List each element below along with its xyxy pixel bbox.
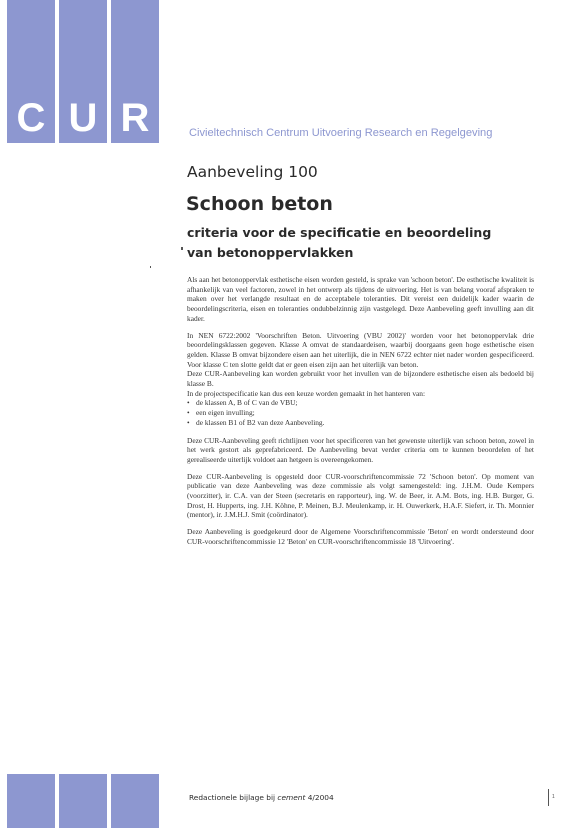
page-number: 1: [552, 794, 555, 800]
paragraph-choice: In de projectspecificatie kan dus een keuze worden gemaakt in het hanteren van:: [187, 388, 426, 398]
list-item: • een eigen invulling;: [187, 408, 534, 418]
paragraph-intro: Als aan het betonoppervlak esthetische eisen worden gesteld, is sprake van 'schoon beton'. De esthetische kwaliteit is afhankelijk van veel factoren, zowel in het ontwerp als tijdens de uitvoering. Het is van belang vooraf afspraken te maken over het verlangde resultaat en de acceptabele toleranties. Dit vereist een duidelijk kader waarin de beoordelingscriteria, eisen en toleranties ondubbelzinnig zijn vastgelegd. Deze Aanbeveling geeft invulling aan dit kader.: [187, 275, 534, 323]
paragraph-guidelines: Deze CUR-Aanbeveling geeft richtlijnen voor het specificeren van het gewenste uiterlijk van schoon beton, zowel in het werk gestort als geprefabriceerd. De Aanbeveling bevat verder criteria om te kunnen beoordelen of het gerealiseerde uiterlijk voldoet aan hetgeen is overeengekomen.: [187, 435, 534, 464]
paragraph-committee: Deze CUR-Aanbeveling is opgesteld door CUR-voorschriftencommissie 72 'Schoon beton'. Op moment van publicatie van deze Aanbeveling was deze commissie als volgt samengesteld: ing. J.H.M. Oude Kempers (voorzitter), ir. C.A. van der Steen (secretaris en rapporteur), ing. W. de Beer, ir. A.M. Bots, ing. H.B. Burger, G. Drost, H. Hupperts, ing. J.H. Köhne, P. Meinen, B.J. Meulenkamp, ir. H. Ouwerkerk, H.A.F. Siefert, ir. Th. Monnier (mentor), ir. J.M.H.J. Smit (coördinator).: [187, 471, 534, 520]
page-title: Schoon beton: [186, 193, 333, 215]
footer-block-2: [59, 774, 107, 828]
organization-name: Civieltechnisch Centrum Uitvoering Research en Regelgeving: [189, 127, 493, 139]
footer-issue: 4/2004: [305, 793, 334, 802]
subtitle-line-2: van betonoppervlakken: [187, 245, 354, 260]
paragraph-class-b: Deze CUR-Aanbeveling kan worden gebruikt voor het invullen van de bijzondere esthetische eisen als bedoeld bij klasse B.: [187, 369, 534, 389]
list-item: • de klassen B1 of B2 van deze Aanbeveling.: [187, 418, 534, 428]
recommendation-label: Aanbeveling 100: [187, 163, 318, 181]
list-item: • de klassen A, B of C van de VBU;: [187, 398, 534, 408]
footer-journal: cement: [277, 793, 306, 802]
footer-block-1: [7, 774, 55, 828]
print-speck: [150, 266, 151, 268]
print-speck: [181, 247, 183, 250]
footer-block-3: [111, 774, 159, 828]
footer-note: [189, 793, 334, 802]
footer-rule: [548, 789, 549, 806]
footer-prefix: Redactionele bijlage bij: [189, 793, 278, 802]
body-text: [187, 275, 534, 554]
choice-list: [187, 398, 534, 427]
subtitle-line-1: criteria voor de specificatie en beoordeling: [187, 225, 492, 240]
paragraph-approval: Deze Aanbeveling is goedgekeurd door de Algemene Voorschriftencommissie 'Beton' en wordt ondersteund door CUR-voorschriftencommissie 12 'Beton' en CUR-voorschriftencommissie 18 'Uitvoering'.: [187, 527, 534, 546]
logo-letter-u: U: [68, 96, 98, 140]
logo-letter-r: R: [120, 96, 150, 140]
paragraph-nen: In NEN 6722:2002 'Voorschriften Beton. Uitvoering (VBU 2002)' worden voor het betonoppervlak drie beoordelingsklassen gegeven. Klasse A omvat de standaardeisen, waarbij doorgaans geen hoge esthetische eisen gelden. Klasse B omvat bijzondere eisen aan het uiterlijk, die in NEN 6722 echter niet nader worden gespecificeerd. Voor klasse C ten slotte geldt dat er geen eisen zijn aan het uiterlijk van beton.: [187, 330, 534, 369]
logo-letter-c: C: [16, 96, 46, 140]
subtitle: [187, 223, 547, 263]
